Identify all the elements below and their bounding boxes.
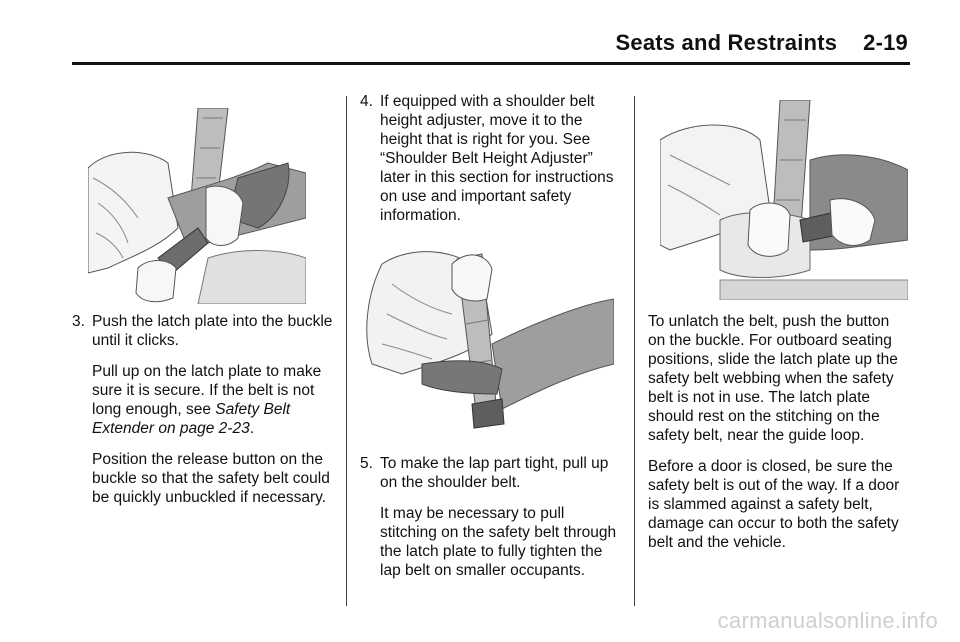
column-1 xyxy=(72,312,334,519)
step-number: 5. xyxy=(360,455,373,472)
shoulder-belt-drawing xyxy=(362,244,614,434)
step-4 xyxy=(360,92,620,225)
watermark: carmanualsonline.info xyxy=(717,608,938,633)
step-3 xyxy=(72,312,334,350)
unlatch-belt-illustration xyxy=(660,100,908,300)
column-divider-1 xyxy=(346,96,347,606)
paragraph: To unlatch the belt, push the button on the buckle. For outboard seating positions, slide the latch plate up the safety belt webbing when the safety belt is not in use. The latch plate should rest on the stitching on the safety belt, near the guide loop. xyxy=(648,313,898,444)
paragraph-text: Pull up on the latch plate to make sure it is secure. If the belt is not long enough, see xyxy=(92,363,322,418)
step-text: If equipped with a shoulder belt height adjuster, move it to the height that is right for you. See “Shoulder Belt Height Adjuster” later in this section for instructions on use and important safety information. xyxy=(380,93,614,224)
column-2-bottom xyxy=(360,454,620,592)
section-title: Seats and Restraints xyxy=(615,30,838,55)
step-5 xyxy=(360,454,620,492)
step-number: 4. xyxy=(360,93,373,110)
page-header xyxy=(616,30,908,56)
column-3 xyxy=(648,312,910,564)
step-number: 3. xyxy=(72,313,85,330)
cross-reference-link[interactable]: Safety Belt Extender on page 2-23 xyxy=(92,401,291,437)
paragraph-text: . xyxy=(249,420,255,437)
latch-plate-illustration xyxy=(88,108,306,304)
header-rule xyxy=(72,62,910,65)
paragraph: It may be necessary to pull stitching on the safety belt through the latch plate to fully tighten the lap belt on smaller occupants. xyxy=(380,505,617,579)
unlatch-belt-drawing xyxy=(660,100,908,300)
shoulder-belt-pull-illustration xyxy=(362,244,614,434)
column-divider-2 xyxy=(634,96,635,606)
paragraph xyxy=(72,362,334,438)
page-number: 2-19 xyxy=(863,30,908,55)
step-text: To make the lap part tight, pull up on the shoulder belt. xyxy=(380,455,609,491)
paragraph: Position the release button on the buckle so that the safety belt could be quickly unbuckled if necessary. xyxy=(92,451,330,506)
paragraph: Before a door is closed, be sure the safety belt is out of the way. If a door is slammed against a safety belt, damage can occur to both the safety belt and the vehicle. xyxy=(648,458,900,551)
latch-plate-drawing xyxy=(88,108,306,304)
column-2-top xyxy=(360,92,620,237)
step-text: Push the latch plate into the buckle until it clicks. xyxy=(92,313,333,349)
